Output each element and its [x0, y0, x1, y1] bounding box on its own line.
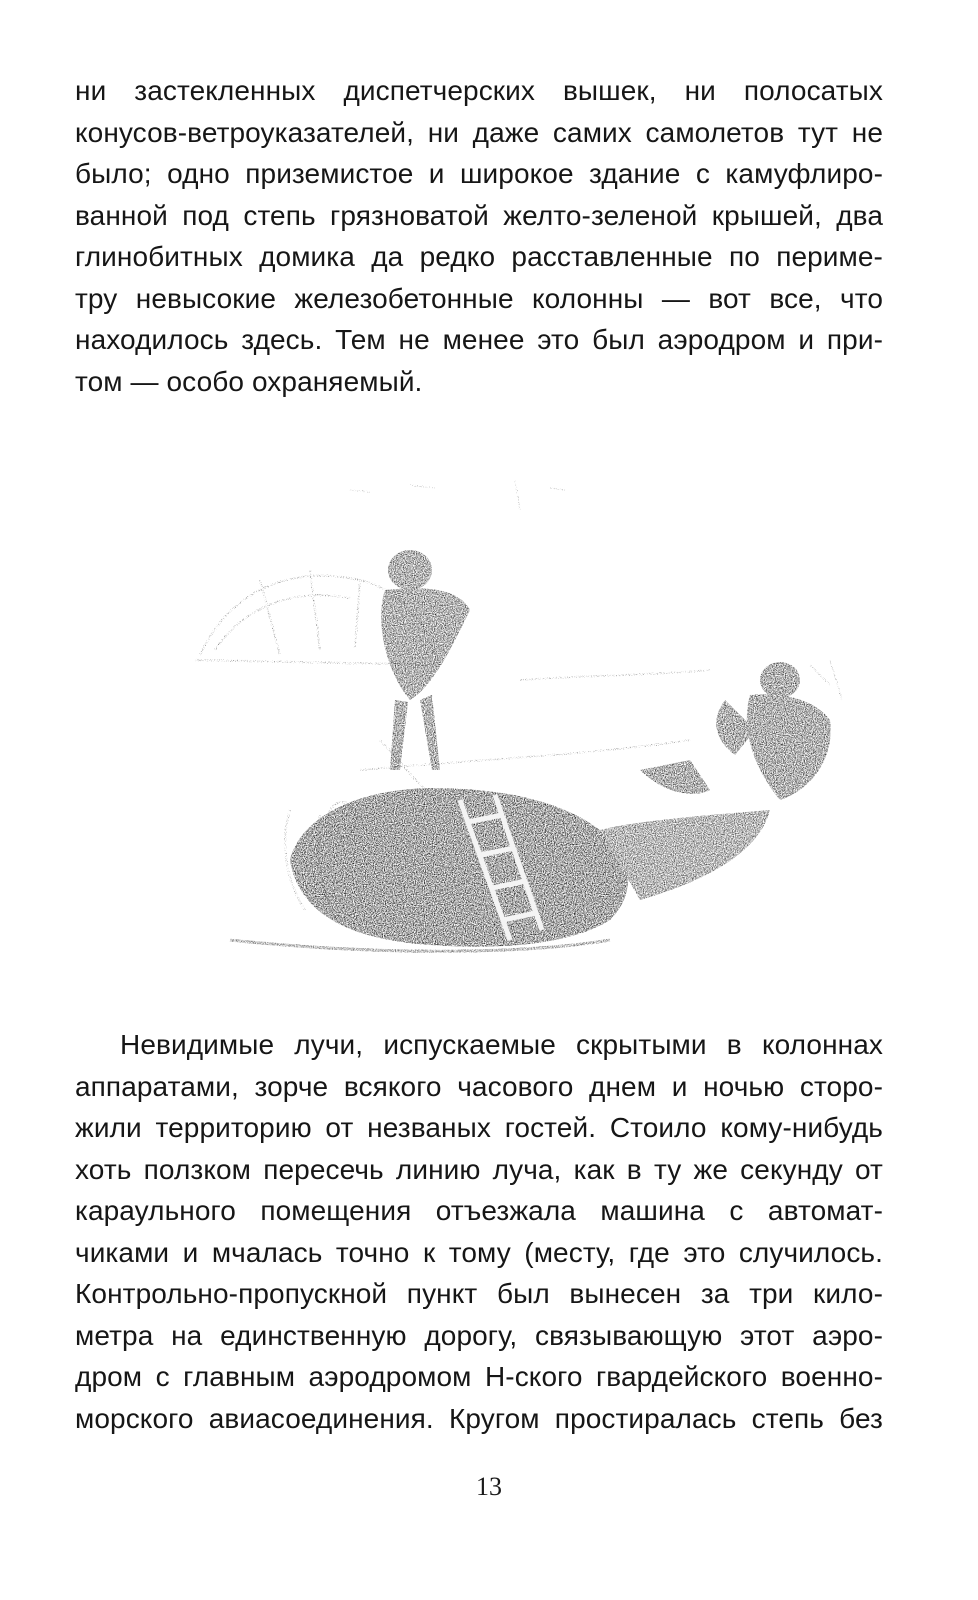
paragraph-1 [75, 70, 883, 402]
page-number: 13 [476, 1472, 502, 1501]
text-line: Контрольно-пропускной пункт был вынесен за три кило- [75, 1278, 883, 1309]
text-line: было; одно приземистое и широкое здание с камуфлиро- [75, 158, 883, 189]
text-line: ни застекленных диспетчерских вышек, ни полосатых [75, 75, 883, 106]
text-line: морского авиасоединения. Кругом простиралась степь без [75, 1402, 883, 1434]
technician-figure [640, 662, 831, 800]
text-line: находилось здесь. Тем не менее это был аэродром и при- [75, 324, 883, 355]
pilot-figure [381, 550, 470, 770]
text-line: караульного помещения отъезжала машина с автомат- [75, 1195, 883, 1226]
paragraph-2 [75, 1024, 883, 1439]
aircraft-cockpit-illustration [170, 470, 870, 990]
text-line: конусов-ветроуказателей, ни даже самих самолетов тут не [75, 116, 883, 148]
text-line: дром с главным аэродромом Н-ского гвардейского военно- [75, 1361, 883, 1392]
text-line: хоть ползком пересечь линию луча, как в ту же секунду от [75, 1153, 883, 1185]
text-line: Невидимые лучи, испускаемые скрытыми в колоннах [120, 1029, 883, 1060]
text-line: чиками и мчалась точно к тому (месту, где это случилось. [75, 1236, 883, 1268]
text-line: тру невысокие железобетонные колонны — вот все, что [75, 282, 883, 314]
text-line: аппаратами, зорче всякого часового днем и ночью сторо- [75, 1070, 883, 1102]
text-line: жили территорию от незваных гостей. Стоило кому-нибудь [75, 1112, 883, 1143]
text-line: метра на единственную дорогу, связывающую этот аэро- [75, 1319, 883, 1351]
text-line: том — особо охраняемый. [75, 365, 423, 397]
text-line: глинобитных домика да редко расставленные по перимe- [75, 241, 883, 272]
text-line: ванной под степь грязноватой желто-зеленой крышей, два [75, 199, 883, 231]
